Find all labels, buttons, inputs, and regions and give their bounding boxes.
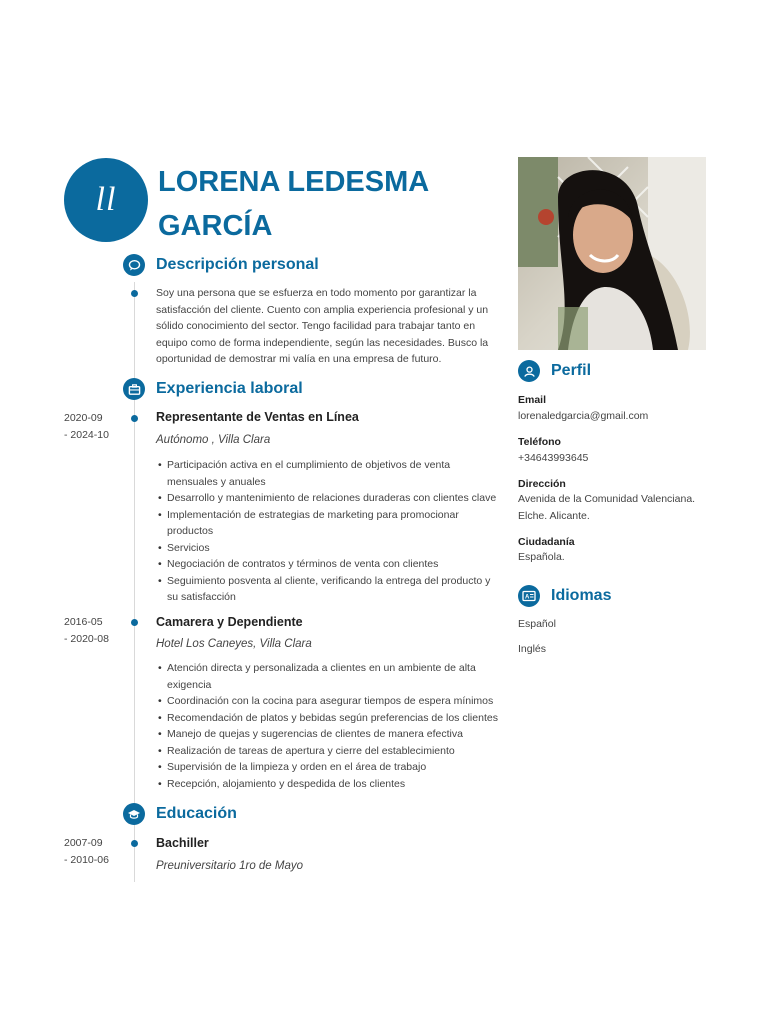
list-item: • Servicios bbox=[156, 540, 506, 557]
section-title-education: Educación bbox=[156, 805, 237, 822]
date-start: 2020-09 bbox=[64, 412, 103, 424]
description-line: Soy una persona que se esfuerza en todo momento por garantizar la bbox=[156, 287, 477, 299]
list-item: • Manejo de quejas y sugerencias de clientes de manera efectiva bbox=[156, 726, 506, 743]
list-item: • Recepción, alojamiento y despedida de los clientes bbox=[156, 776, 506, 793]
user-icon bbox=[518, 360, 540, 382]
timeline-line bbox=[134, 282, 135, 882]
svg-text:A: A bbox=[525, 594, 530, 601]
citizenship-label: Ciudadanía bbox=[518, 536, 575, 548]
language-item: Español bbox=[518, 618, 556, 630]
address-value bbox=[518, 491, 695, 524]
list-item: • Realización de tareas de apertura y cierre del establecimiento bbox=[156, 743, 506, 760]
education-dates bbox=[64, 835, 109, 868]
profile-photo bbox=[518, 157, 706, 350]
address-line: Elche. Alicante. bbox=[518, 509, 590, 522]
list-item: • Atención directa y personalizada a clientes en un ambiente de alta bbox=[156, 660, 506, 677]
description-line: satisfacción del cliente. Cuento con amplia experiencia profesional y un bbox=[156, 303, 489, 316]
address-line: Avenida de la Comunidad Valenciana. bbox=[518, 493, 696, 505]
job-1-bullets bbox=[156, 457, 506, 606]
citizenship-value: Española. bbox=[518, 551, 565, 563]
language-item: Inglés bbox=[518, 643, 547, 655]
address-label: Dirección bbox=[518, 478, 566, 490]
list-item: • Coordinación con la cocina para asegurar tiempos de espera mínimos bbox=[156, 693, 506, 710]
section-title-personal: Descripción personal bbox=[156, 256, 319, 273]
section-title-profile: Perfil bbox=[551, 362, 592, 379]
list-item: • Desarrollo y mantenimiento de relaciones duraderas con clientes clave bbox=[156, 490, 506, 507]
timeline-dot bbox=[131, 290, 138, 297]
description-line: equipo como de forma independiente, según las necesidades. Busco la bbox=[156, 336, 489, 349]
job-2-title: Camarera y Dependiente bbox=[156, 615, 303, 629]
date-start: 2007-09 bbox=[64, 837, 103, 849]
candidate-name bbox=[158, 160, 488, 248]
job-2-bullets bbox=[156, 660, 506, 792]
section-title-experience: Experiencia laboral bbox=[156, 380, 303, 397]
description-line: oportunidad de demostrar mi valía en una empresa de futuro. bbox=[156, 353, 442, 365]
list-item-continuation: su satisfacción bbox=[167, 591, 236, 603]
date-end: - 2010-06 bbox=[64, 853, 109, 866]
email-value[interactable]: lorenaledgarcia@gmail.com bbox=[518, 410, 649, 422]
education-degree: Bachiller bbox=[156, 836, 209, 850]
graduation-cap-icon bbox=[123, 803, 145, 825]
speech-bubble-icon bbox=[123, 254, 145, 276]
phone-label: Teléfono bbox=[518, 436, 561, 448]
job-2-organization: Hotel Los Caneyes, Villa Clara bbox=[156, 638, 312, 650]
list-item: • Negociación de contratos y términos de venta con clientes bbox=[156, 556, 506, 573]
timeline-dot bbox=[131, 415, 138, 422]
job-2-dates bbox=[64, 614, 109, 647]
list-item: • Supervisión de la limpieza y orden en el área de trabajo bbox=[156, 759, 506, 776]
phone-value[interactable]: +34643993645 bbox=[518, 452, 589, 464]
email-label: Email bbox=[518, 394, 547, 406]
date-end: - 2020-08 bbox=[64, 632, 109, 645]
timeline-dot bbox=[131, 840, 138, 847]
job-1-title: Representante de Ventas en Línea bbox=[156, 410, 359, 424]
description-line: sólido conocimiento del sector. Tengo facilidad para trabajar tanto en bbox=[156, 320, 476, 332]
list-item: • Implementación de estrategias de marketing para promocionar bbox=[156, 507, 506, 524]
job-1-dates bbox=[64, 410, 109, 443]
list-item-continuation: productos bbox=[167, 525, 214, 537]
list-item-continuation: mensuales y anuales bbox=[167, 475, 266, 488]
section-title-languages: Idiomas bbox=[551, 587, 612, 604]
list-item: • Recomendación de platos y bebidas según preferencias de los clientes bbox=[156, 710, 506, 727]
education-school: Preuniversitario 1ro de Mayo bbox=[156, 860, 304, 872]
name-line-1: LORENA LEDESMA bbox=[158, 166, 430, 198]
list-item-continuation: exigencia bbox=[167, 678, 212, 691]
monogram-avatar: ll bbox=[64, 158, 148, 242]
date-start: 2016-05 bbox=[64, 616, 103, 628]
list-item: • Seguimiento posventa al cliente, verificando la entrega del producto y bbox=[156, 573, 506, 590]
date-end: - 2024-10 bbox=[64, 428, 109, 441]
briefcase-icon bbox=[123, 378, 145, 400]
personal-description bbox=[156, 285, 501, 368]
timeline-dot bbox=[131, 619, 138, 626]
name-line-2: GARCÍA bbox=[158, 210, 273, 242]
job-1-organization: Autónomo , Villa Clara bbox=[156, 434, 271, 446]
list-item: • Participación activa en el cumplimiento de objetivos de venta bbox=[156, 457, 506, 474]
language-icon bbox=[518, 585, 540, 607]
